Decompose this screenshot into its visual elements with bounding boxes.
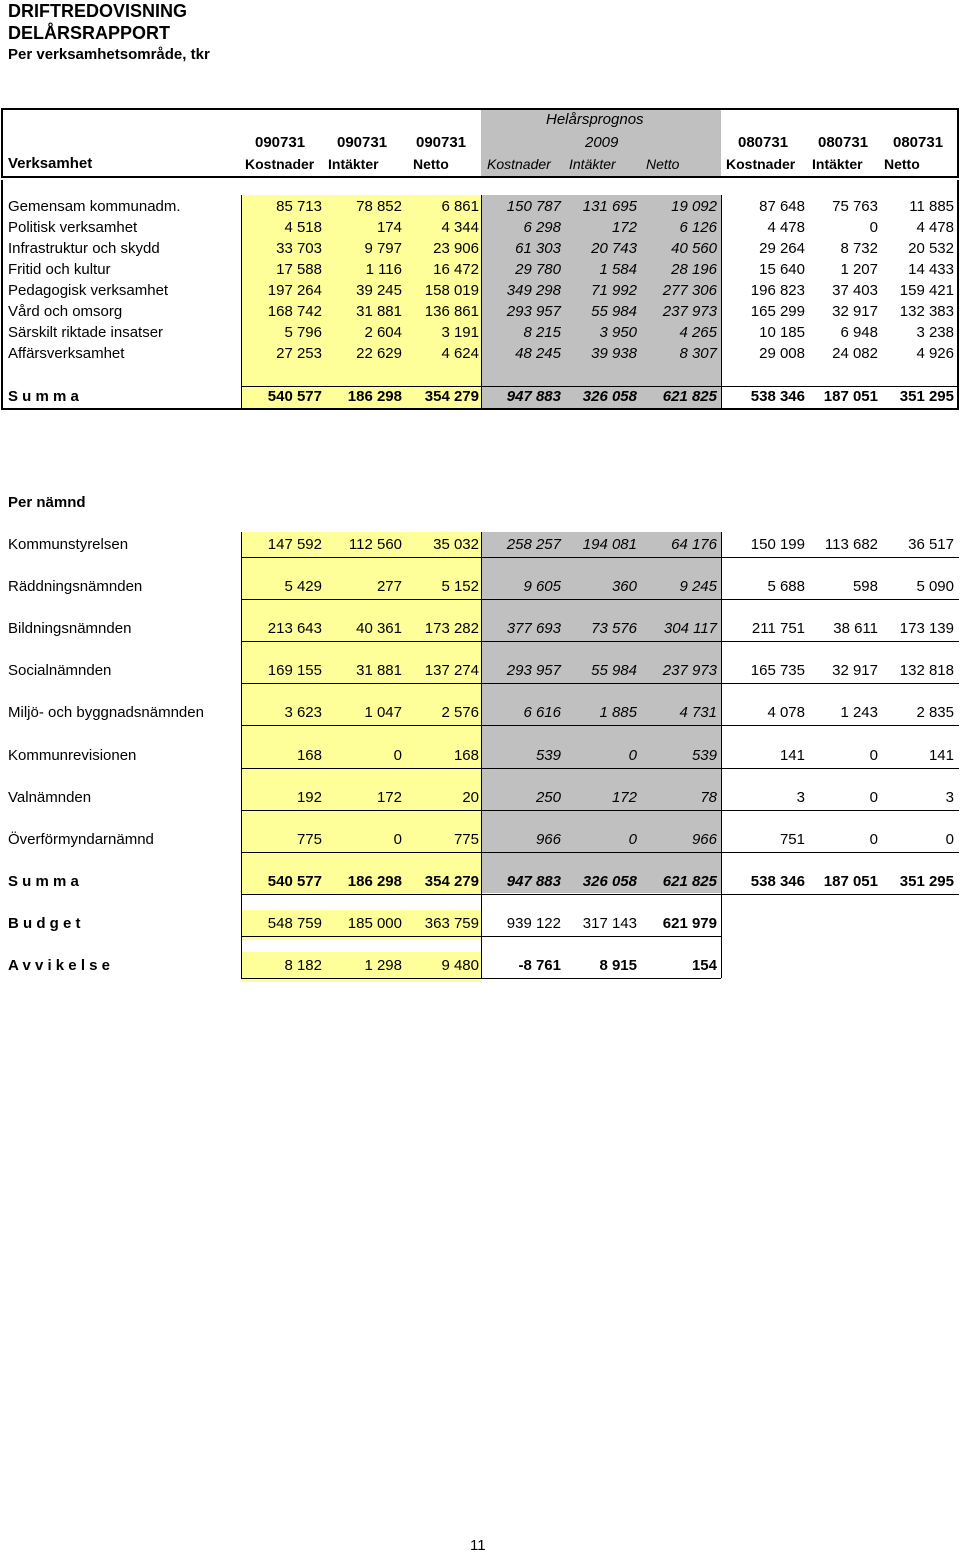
area-row-label: Pedagogisk verksamhet (8, 282, 169, 299)
budget-row-cell-4: 317 143 (582, 915, 637, 932)
section-title: Per nämnd (8, 494, 86, 511)
board-sum-row-cell-0: 540 577 (267, 873, 322, 890)
board-row-cell-3: 539 (535, 746, 561, 764)
board-row-cell-8: 36 517 (908, 536, 954, 553)
budget-row (0, 915, 960, 936)
board-row-cell-5: 4 731 (679, 704, 717, 722)
board-row-label: Valnämnden (8, 788, 92, 806)
title-line-1: DRIFTREDOVISNING (8, 1, 188, 21)
board-row-cell-6: 165 735 (750, 662, 805, 680)
area-row-cell-2: 136 861 (424, 303, 479, 320)
area-row-cell-7: 0 (869, 219, 878, 236)
area-row-cell-1: 9 797 (364, 240, 402, 257)
board-row-cell-0: 192 (296, 788, 322, 806)
board-divider-3 (721, 532, 722, 978)
area-row-cell-5: 19 092 (671, 198, 717, 215)
board-row-cell-8: 141 (928, 746, 954, 764)
area-row-label: Vård och omsorg (8, 303, 123, 320)
area-row-cell-0: 17 588 (276, 261, 322, 278)
board-row-cell-0: 5 429 (284, 578, 322, 596)
area-row-cell-2: 4 624 (441, 345, 479, 362)
area-sum-row-cell-6: 538 346 (750, 388, 805, 405)
area-row-cell-3: 8 215 (523, 324, 561, 341)
budget-row-cell-2: 363 759 (424, 915, 479, 932)
area-row-cell-7: 75 763 (832, 198, 878, 215)
area-row (0, 324, 960, 345)
board-row-cell-5: 78 (700, 788, 717, 806)
area-row-cell-8: 20 532 (908, 240, 954, 257)
board-row-cell-4: 194 081 (582, 536, 637, 553)
area-row-cell-5: 237 973 (662, 303, 717, 320)
area-row-cell-5: 4 265 (679, 324, 717, 341)
avvikelse-row (0, 957, 960, 978)
board-divider-2 (481, 532, 482, 978)
board-row-cell-8: 5 090 (916, 578, 954, 596)
board-row-cell-0: 168 (296, 746, 322, 764)
board-row-cell-4: 360 (611, 578, 637, 596)
board-row-cell-1: 112 560 (348, 536, 402, 553)
board-row-cell-0: 213 643 (267, 620, 322, 638)
board-row-cell-7: 113 682 (824, 536, 878, 553)
board-row (0, 578, 960, 599)
area-sum-row-cell-7: 187 051 (823, 388, 878, 405)
board-row-cell-1: 1 047 (364, 704, 402, 722)
board-row (0, 536, 960, 557)
board-row-cell-0: 147 592 (267, 536, 322, 553)
area-row (0, 240, 960, 261)
board-row-cell-1: 0 (393, 746, 402, 764)
col-previous-netto: Netto (884, 156, 920, 172)
board-row (0, 789, 960, 810)
period-previous-2: 080731 (818, 134, 869, 151)
board-row-cell-0: 3 623 (284, 704, 322, 722)
board-row-cell-5: 64 176 (671, 536, 717, 553)
budget-row-cell-5: 621 979 (662, 915, 717, 932)
col-prognos-intakter: Intäkter (569, 156, 616, 172)
area-row-label: Särskilt riktade insatser (8, 324, 164, 341)
area-row-cell-8: 14 433 (908, 261, 954, 278)
area-sum-row-cell-1: 186 298 (347, 388, 402, 405)
area-row-cell-3: 61 303 (515, 240, 561, 257)
col-verksamhet: Verksamhet (8, 155, 93, 172)
area-row (0, 219, 960, 240)
area-row-cell-7: 1 207 (840, 261, 878, 278)
area-row-cell-1: 78 852 (356, 198, 402, 215)
area-row-cell-0: 4 518 (284, 219, 322, 236)
board-divider-1 (241, 532, 242, 978)
area-sum-row-cell-2: 354 279 (424, 388, 479, 405)
area-row-cell-2: 3 191 (441, 324, 479, 341)
area-row-cell-7: 6 948 (840, 324, 878, 341)
area-row-cell-0: 197 264 (267, 282, 322, 299)
board-row-label: Överförmyndarnämnd (8, 830, 154, 848)
col-prognos-netto: Netto (646, 156, 680, 172)
area-sum-row-cell-8: 351 295 (899, 388, 954, 405)
board-row-label: Räddningsnämnden (8, 578, 143, 596)
area-row-cell-8: 11 885 (909, 198, 954, 215)
board-row-cell-1: 0 (393, 830, 402, 848)
board-sum-row-cell-8: 351 295 (899, 873, 954, 890)
board-row-cell-8: 0 (945, 830, 954, 848)
budget-row-label: B u d g e t (8, 915, 81, 932)
board-row-cell-5: 237 973 (662, 662, 717, 680)
board-row-cell-8: 2 835 (916, 704, 954, 722)
area-row-cell-8: 159 421 (899, 282, 954, 299)
area-row-cell-8: 3 238 (916, 324, 954, 341)
area-row-cell-1: 31 881 (356, 303, 402, 320)
board-row-cell-3: 250 (535, 788, 561, 806)
budget-row-cell-3: 939 122 (506, 915, 561, 932)
area-row-cell-8: 4 926 (916, 345, 954, 362)
board-sum-row (0, 873, 960, 894)
area-row-cell-1: 22 629 (356, 345, 402, 362)
board-row-label: Bildningsnämnden (8, 620, 132, 638)
board-row-underline (241, 725, 959, 726)
board-sum-row-cell-7: 187 051 (823, 873, 878, 890)
avvikelse-row-cell-1: 1 298 (364, 957, 402, 974)
area-row-cell-3: 150 787 (506, 198, 561, 215)
board-row-cell-6: 150 199 (750, 536, 805, 553)
area-sum-row-cell-5: 621 825 (662, 388, 717, 405)
area-row-cell-0: 85 713 (276, 198, 322, 215)
area-row-cell-7: 24 082 (832, 345, 878, 362)
board-row-cell-6: 751 (779, 830, 805, 848)
board-row-underline (241, 852, 959, 853)
area-row-cell-4: 3 950 (599, 324, 637, 341)
board-row-cell-1: 31 881 (356, 662, 402, 680)
area-row-cell-8: 132 383 (899, 303, 954, 320)
col-previous-intakter: Intäkter (812, 156, 863, 172)
board-row-cell-6: 4 078 (767, 704, 805, 722)
board-sum-row-cell-2: 354 279 (424, 873, 479, 890)
board-row (0, 747, 960, 768)
board-row-cell-1: 172 (376, 788, 402, 806)
board-row-label: Miljö- och byggnadsnämnden (8, 704, 204, 722)
board-row-cell-2: 775 (453, 830, 479, 848)
area-row-cell-6: 29 264 (759, 240, 805, 257)
area-row-cell-6: 15 640 (759, 261, 805, 278)
board-row-cell-2: 35 032 (433, 536, 479, 553)
area-row-cell-1: 174 (376, 219, 402, 236)
avvikelse-row-cell-0: 8 182 (284, 957, 322, 974)
period-current-1: 090731 (255, 134, 306, 151)
board-row-cell-2: 5 152 (441, 578, 479, 596)
col-previous-kostnader: Kostnader (726, 156, 796, 172)
board-sum-row-cell-1: 186 298 (347, 873, 402, 890)
col-current-kostnader: Kostnader (245, 156, 315, 172)
area-row-cell-1: 39 245 (356, 282, 402, 299)
board-row-cell-7: 0 (869, 746, 878, 764)
board-row-cell-4: 55 984 (591, 662, 637, 680)
board-sum-row-cell-6: 538 346 (750, 873, 805, 890)
board-row (0, 620, 960, 641)
avvikelse-row-cell-2: 9 480 (441, 957, 479, 974)
board-sum-row-cell-5: 621 825 (662, 873, 717, 890)
board-row-label: Kommunstyrelsen (8, 536, 129, 553)
board-sum-row-label: S u m m a (8, 873, 79, 890)
board-sum-row-cell-3: 947 883 (506, 873, 561, 890)
area-row-cell-0: 5 796 (284, 324, 322, 341)
board-row-cell-2: 20 (462, 788, 479, 806)
area-row-cell-2: 4 344 (441, 219, 479, 236)
area-row (0, 261, 960, 282)
board-row-underline (241, 683, 959, 684)
area-sum-row-cell-0: 540 577 (267, 388, 322, 405)
board-row-cell-5: 539 (691, 746, 717, 764)
area-row-cell-4: 1 584 (599, 261, 637, 278)
area-row-cell-2: 6 861 (441, 198, 479, 215)
board-row-cell-4: 0 (628, 830, 637, 848)
board-row-cell-2: 173 282 (424, 620, 479, 638)
area-row-label: Infrastruktur och skydd (8, 240, 160, 257)
area-row-cell-4: 39 938 (591, 345, 637, 362)
area-sum-row-label: S u m m a (8, 388, 79, 405)
board-row-cell-6: 3 (796, 788, 805, 806)
board-row-cell-1: 277 (376, 578, 402, 596)
col-current-intakter: Intäkter (328, 156, 379, 172)
area-row-cell-7: 8 732 (840, 240, 878, 257)
avvikelse-row-cell-4: 8 915 (599, 957, 637, 974)
area-row-cell-4: 20 743 (591, 240, 637, 257)
col-prognos-kostnader: Kostnader (487, 156, 551, 172)
board-row-underline (241, 810, 959, 811)
area-row-cell-7: 32 917 (832, 303, 878, 320)
area-row-cell-1: 2 604 (364, 324, 402, 341)
area-sum-row-cell-3: 947 883 (506, 388, 561, 405)
area-row (0, 303, 960, 324)
page-number: 11 (470, 1537, 486, 1554)
budget-row-cell-0: 548 759 (267, 915, 322, 932)
sum-top-line (241, 386, 959, 387)
board-row-label: Socialnämnden (8, 662, 112, 680)
col-current-netto: Netto (413, 156, 449, 172)
area-row-cell-3: 293 957 (506, 303, 561, 320)
board-row-cell-3: 6 616 (523, 704, 561, 722)
area-row (0, 345, 960, 366)
board-row-cell-2: 2 576 (441, 704, 479, 722)
area-row-cell-2: 158 019 (424, 282, 479, 299)
area-row-cell-6: 10 185 (759, 324, 805, 341)
board-row-cell-8: 3 (945, 788, 954, 806)
area-row-cell-4: 131 695 (582, 198, 637, 215)
board-row-cell-6: 211 751 (751, 620, 805, 638)
period-previous-1: 080731 (738, 134, 789, 151)
period-previous-3: 080731 (893, 134, 944, 151)
area-row-label: Affärsverksamhet (8, 345, 125, 362)
board-row-cell-3: 966 (535, 830, 561, 848)
prognos-year: 2009 (585, 134, 619, 151)
board-row-underline (241, 641, 959, 642)
board-row-cell-3: 258 257 (506, 536, 561, 553)
area-row-cell-6: 29 008 (759, 345, 805, 362)
area-row-cell-0: 168 742 (267, 303, 322, 320)
board-row (0, 831, 960, 852)
board-row-cell-5: 9 245 (679, 578, 717, 596)
board-row-underline (241, 599, 959, 600)
area-row-cell-5: 28 196 (671, 261, 717, 278)
avvikelse-underline (241, 978, 721, 979)
area-row-label: Gemensam kommunadm. (8, 198, 181, 215)
board-row (0, 704, 960, 725)
area-row-cell-7: 37 403 (832, 282, 878, 299)
board-row-cell-0: 169 155 (267, 662, 322, 680)
area-row-cell-3: 349 298 (506, 282, 561, 299)
board-row-cell-6: 5 688 (767, 578, 805, 596)
area-row (0, 198, 960, 219)
area-row-cell-2: 16 472 (433, 261, 479, 278)
area-sum-row (0, 388, 960, 409)
board-row-cell-6: 141 (779, 746, 805, 764)
board-row-label: Kommunrevisionen (8, 746, 137, 764)
area-row-cell-4: 55 984 (591, 303, 637, 320)
board-row-cell-7: 0 (869, 788, 878, 806)
board-row-cell-5: 966 (691, 830, 717, 848)
area-row-cell-0: 33 703 (276, 240, 322, 257)
area-row-cell-5: 40 560 (671, 240, 717, 257)
board-row-cell-1: 40 361 (356, 620, 402, 638)
area-row-cell-1: 1 116 (365, 261, 402, 278)
area-row (0, 282, 960, 303)
area-row-cell-3: 29 780 (515, 261, 561, 278)
prognos-title: Helårsprognos (546, 111, 644, 128)
board-row-cell-7: 0 (869, 830, 878, 848)
area-row-cell-2: 23 906 (433, 240, 479, 257)
board-row-cell-3: 9 605 (523, 578, 561, 596)
board-row-cell-4: 172 (611, 788, 637, 806)
area-row-cell-6: 4 478 (767, 219, 805, 236)
area-row-cell-5: 8 307 (679, 345, 717, 362)
area-row-cell-6: 165 299 (750, 303, 805, 320)
board-row-cell-8: 132 818 (899, 662, 954, 680)
area-row-cell-8: 4 478 (916, 219, 954, 236)
board-sum-row-cell-4: 326 058 (582, 873, 637, 890)
avvikelse-row-cell-3: -8 761 (518, 957, 561, 974)
title-line-2: DELÅRSRAPPORT (8, 23, 171, 43)
area-row-cell-3: 48 245 (515, 345, 561, 362)
board-row-cell-2: 168 (453, 746, 479, 764)
board-row-cell-4: 1 885 (599, 704, 637, 722)
area-row-cell-4: 172 (611, 219, 637, 236)
board-row-cell-7: 32 917 (832, 662, 878, 680)
board-row-cell-4: 73 576 (591, 620, 637, 638)
avvikelse-row-label: A v v i k e l s e (8, 957, 111, 974)
area-row-cell-5: 277 306 (662, 282, 717, 299)
board-row-cell-3: 377 693 (506, 620, 561, 638)
board-row (0, 662, 960, 683)
area-row-label: Politisk verksamhet (8, 219, 138, 236)
area-row-cell-6: 196 823 (750, 282, 805, 299)
board-row-cell-7: 38 611 (833, 620, 878, 638)
board-row-cell-4: 0 (628, 746, 637, 764)
area-sum-row-cell-4: 326 058 (582, 388, 637, 405)
board-row-cell-2: 137 274 (424, 662, 479, 680)
period-current-3: 090731 (416, 134, 467, 151)
board-row-cell-8: 173 139 (899, 620, 954, 638)
area-row-cell-3: 6 298 (523, 219, 561, 236)
board-sum-underline (241, 894, 959, 895)
area-row-cell-4: 71 992 (591, 282, 637, 299)
budget-row-cell-1: 185 000 (347, 915, 402, 932)
board-row-cell-7: 598 (852, 578, 878, 596)
report-title (8, 0, 210, 66)
area-row-cell-5: 6 126 (679, 219, 717, 236)
area-row-cell-6: 87 648 (759, 198, 805, 215)
board-row-underline (241, 768, 959, 769)
area-row-cell-0: 27 253 (276, 345, 322, 362)
title-line-3: Per verksamhetsområde, tkr (8, 46, 210, 63)
board-row-cell-5: 304 117 (663, 620, 717, 638)
avvikelse-row-cell-5: 154 (691, 957, 717, 974)
board-row-cell-3: 293 957 (506, 662, 561, 680)
board-row-cell-0: 775 (296, 830, 322, 848)
period-current-2: 090731 (337, 134, 388, 151)
area-row-label: Fritid och kultur (8, 261, 111, 278)
board-row-underline (241, 557, 959, 558)
board-row-cell-7: 1 243 (840, 704, 878, 722)
